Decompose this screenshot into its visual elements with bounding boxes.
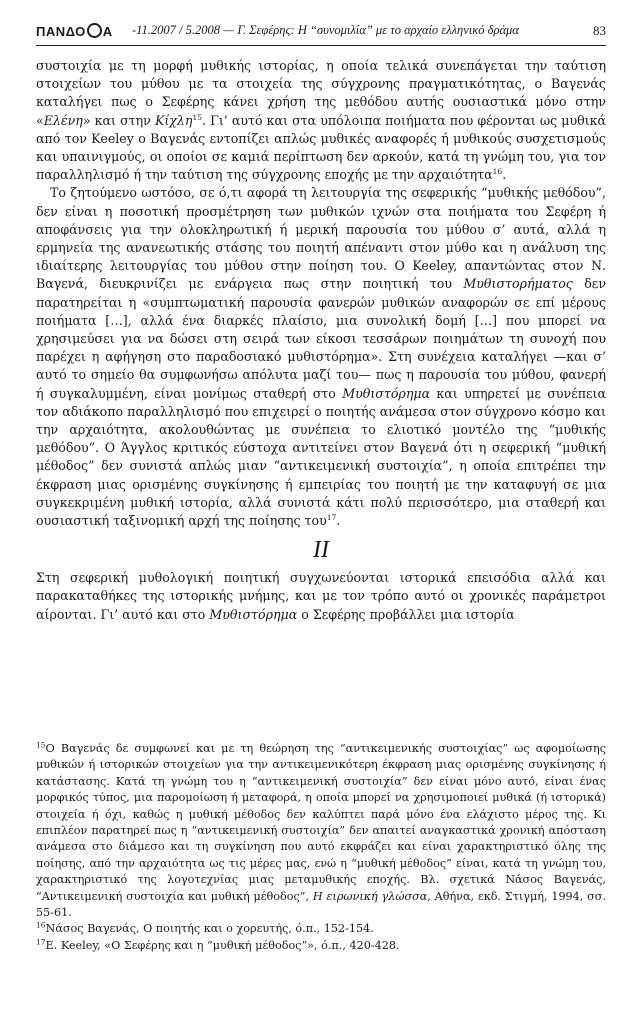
paragraph-3: Στη σεφερική μυθολογική ποιητική συγχωνεύονται ιστορικά επεισόδια αλλά και παρακαταθήκες της ιστορικής μνήμης, και με τον τρόπο αυτό οι χρονικές παράμετροι αίρονται. Γι’ αυτό και στο Μυθιστόρημα ο Σεφέρης προβάλλει μια ιστορία	[36, 570, 606, 622]
logo-text-start: ΠΑΝΔΟ	[36, 24, 86, 39]
title-mythistorema: Μυθιστόρημα	[209, 606, 298, 622]
page-number: 83	[593, 23, 606, 38]
paragraph-2: Το ζητούμενο ωστόσο, σε ό,τι αφορά τη λειτουργία της σεφερικής “μυθικής μεθόδου”, δεν είναι η ποσοτική προσμέτρηση των μυθικών ιχνών στα ποιήματα του Σεφέρη ή αποφάνσεις για την ολοκληρωτική ή μερική παρουσία του μύθου σ’ αυτά, αλλά η ερμηνεία της ανανεωτικής στάσης του ποιητή απέναντι στον μύθο και η ανάλυση της ιδιαίτερης λειτουργίας του μύθου στην ποίηση του. Ο Keeley, απαντώντας στον Ν. Βαγενά, διευκρινίζει με ενάργεια πως στην ποιητική του Μυθιστορήματος δεν παρατηρείται η «συμπτωματική παρουσία φανερών μυθικών αναφορών σε επί μέρους ποιήματα […], αλλά ένα διαρκές πλαίσιο, μια συνολική δομή […] που μπορεί να χρησιμεύσει για να δώσει στη σειρά των είκοσι τεσσάρων ποιημάτων τη συνοχή που παρέχει η αφήγηση στο παραδοσιακό μυθιστόρημα». Στη συνέχεια καταλήγει —και σ’ αυτό το σημείο θα συμφωνήσω απόλυτα μαζί του— πως η παρουσία του μύθου, φανερή ή συγκαλυμμένη, είναι μονίμως σταθερή στο Μυθιστόρημα και υπηρετεί με συνέπεια τον αδιάκοπο παραλληλισμό που επιχειρεί ο ποιητής ανάμεσα στον σύγχρονο κόσμο και την αρχαιότητα, ακολουθώντας με συνέπεια το ελιοτικό μοντέλο της “μυθικής μεθόδου”. Ο Άγγλος κριτικός εύστοχα αντιτείνει στον Βαγενά ότι η σεφερική “μυθική μέθοδος” δεν συνιστά απλώς μιαν “αντικειμενική συστοιχία”, η οποία επιτρέπει την έκφραση μιας ορισμένης συγκίνησης ή εμπειρίας του ποιητή με την καταφυγή σε μια συγκεκριμένη μυθική ιστορία, αλλά συνιστά κάτι πολύ περισσότερο, μια σταθερή και ουσιαστική ταξινομική αρχή της ποίησης του$^{17}$.	[36, 185, 606, 529]
paragraph-1: συστοιχία με τη μορφή μυθικής ιστορίας, η οποία τελικά συνεπάγεται την ταύτιση στοιχείων του μύθου με τα στοιχεία της σύγχρονης πραγματικότητας, ο Βαγενάς καταλήγει πως ο Σεφέρης κάνει χρήση της μεθόδου αυτής ουσιαστικά μόνο στην «Ελένη» και στην Κίχλη$^{15}$. Γι’ αυτό και στα υπόλοιπα ποιήματα που φέρονται ως μυθικά από τον Keeley ο Βαγενάς εντοπίζει απλώς μυθικές αναφορές ή μυθικούς συσχετισμούς και υπαινιγμούς, οι οποίοι σε καμιά περίπτωση δεν αρκούν, κατά τη γνώμη του, για τον παραλληλισμό ή την ταύτιση της σύγχρονης εποχής με την αρχαιότητα$^{16}$.	[36, 58, 606, 183]
title-mythistorema: Μυθιστορήματος	[463, 276, 573, 292]
journal-logo	[36, 23, 113, 39]
running-title: -11.2007 / 5.2008 — Γ. Σεφέρης: Η “συνομιλία” με το αρχαίο ελληνικό δράμα	[132, 23, 519, 37]
logo-text-end: Α	[102, 24, 113, 39]
title-elene: Ελένη	[43, 112, 83, 128]
footnote-15: $^{15}$Ο Βαγενάς δε συμφωνεί και με τη θεώρηση της “αντικειμενικής συστοιχίας” ως αφομοίωσης μυθικών ή ιστορικών στοιχείων για την αντικειμενικότερη έκφραση μιας ορισμένης συγκίνησης ή κατάστασης. Κατά τη γνώμη του η “αντικειμενική συστοιχία” δεν είναι μόνο αυτό, είναι ένας μορφικός τύπος, μια παρομοίωση ή μεταφορά, η οποία μπορεί να χρησιμοποιεί μυθικά (ή ιστορικά) στοιχεία ή όχι, καθώς η μυθική μέθοδος δεν καλύπτει παρά μόνο ένα ελάχιστο μέρος της. Κι επιπλέον παρατηρεί πως η “αντικειμενική συστοιχία” δεν απαιτεί αναγκαστικά χρονική απόσταση ανάμεσα στο διάμεσο και τη συγκίνηση που αυτό εκφράζει και είναι χαρακτηριστικό όλης της ποίησης, από την αρχαιότητα ως τις μέρες μας, ενώ η “μυθική μέθοδος” είναι, κατά τη γνώμη του, χαρακτηριστικό της λογοτεχνίας μιας μεταμυθικής εποχής. Βλ. σχετικά Νάσος Βαγενάς, “Αντικειμενική συστοιχία και μυθική μέθοδος”, Η ειρωνική γλώσσα, Αθήνα, εκδ. Στιγμή, 1994, σσ. 55-61.	[36, 740, 606, 920]
logo-circle-icon	[87, 23, 102, 38]
footnote-marker: 16	[36, 920, 46, 930]
footnote-ref-17: 17	[326, 512, 337, 522]
main-text	[36, 57, 606, 624]
footnote-ref-16: 16	[492, 167, 503, 177]
running-header	[36, 20, 606, 46]
footnote-16: $^{16}$Νάσος Βαγενάς, Ο ποιητής και ο χορευτής, ό.π., 152-154.	[36, 920, 374, 936]
footnote-book-title: Η ειρωνική γλώσσα	[312, 889, 428, 903]
footnotes	[36, 741, 606, 954]
section-heading: II	[313, 537, 329, 564]
title-kichli: Κίχλη	[154, 112, 193, 128]
footnote-marker: 15	[36, 740, 46, 750]
footnote-ref-15: 15	[192, 112, 202, 122]
footnote-17: $^{17}$E. Keeley, «Ο Σεφέρης και η “μυθική μέθοδος”», ό.π., 420-428.	[36, 937, 400, 952]
footnote-marker: 17	[36, 937, 46, 947]
title-mythistorema: Μυθιστόρημα	[342, 385, 431, 401]
header-rule	[36, 45, 606, 46]
